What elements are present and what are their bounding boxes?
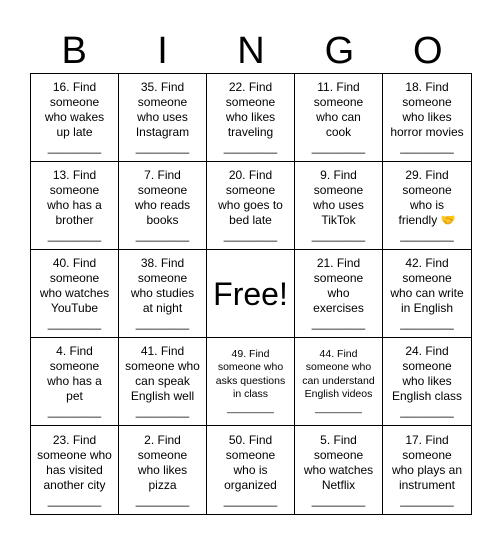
header-letter-n: N — [237, 30, 265, 72]
bingo-cell[interactable] — [383, 426, 471, 514]
cell-text: 49. Find someone who asks questions in class ________ — [215, 347, 286, 414]
bingo-cell[interactable] — [295, 338, 383, 426]
cell-text: 5. Find someone who watches Netflix ________ — [303, 432, 374, 507]
bingo-cell[interactable] — [295, 74, 383, 162]
bingo-cell[interactable] — [295, 162, 383, 250]
bingo-cell[interactable] — [31, 250, 119, 338]
bingo-cell[interactable] — [383, 250, 471, 338]
bingo-cell[interactable] — [31, 74, 119, 162]
bingo-cell[interactable] — [31, 426, 119, 514]
cell-text: 41. Find someone who can speak English well ________ — [125, 344, 200, 418]
cell-text: 22. Find someone who likes traveling ________ — [223, 80, 278, 154]
cell-text: 24. Find someone who likes English class ________ — [391, 344, 463, 418]
cell-text: 11. Find someone who can cook ________ — [311, 80, 366, 154]
bingo-board — [30, 73, 472, 515]
bingo-cell[interactable] — [295, 250, 383, 338]
cell-text: 7. Find someone who reads books ________ — [134, 168, 191, 242]
free-space-label: Free! — [213, 275, 288, 312]
bingo-cell[interactable] — [383, 162, 471, 250]
header-letter-i: I — [157, 30, 168, 72]
bingo-cell[interactable] — [31, 338, 119, 426]
cell-text: 38. Find someone who studies at night ________ — [130, 256, 195, 330]
header-letter-b: B — [61, 30, 87, 72]
bingo-cell[interactable] — [119, 250, 207, 338]
cell-text: 20. Find someone who goes to bed late ________ — [218, 168, 283, 242]
cell-text: 44. Find someone who can understand English videos ________ — [302, 347, 375, 414]
bingo-cell[interactable] — [119, 426, 207, 514]
cell-text: 29. Find someone who is friendly 🤝 ________ — [398, 168, 456, 242]
header-letter-o: O — [412, 30, 443, 72]
free-space-cell[interactable] — [207, 250, 295, 338]
bingo-cell[interactable] — [119, 162, 207, 250]
bingo-cell[interactable] — [207, 162, 295, 250]
cell-text: 50. Find someone who is organized ________ — [223, 432, 278, 507]
bingo-cell[interactable] — [31, 162, 119, 250]
bingo-cell[interactable] — [119, 338, 207, 426]
cell-text: 40. Find someone who watches YouTube ________ — [39, 256, 110, 330]
bingo-cell[interactable] — [119, 74, 207, 162]
cell-text: 23. Find someone who has visited another city ________ — [37, 432, 112, 507]
cell-text: 16. Find someone who wakes up late ________ — [44, 80, 105, 154]
bingo-cell[interactable] — [207, 338, 295, 426]
cell-text: 35. Find someone who uses Instagram ________ — [135, 80, 190, 154]
cell-text: 17. Find someone who plays an instrument ________ — [391, 432, 463, 507]
bingo-cell[interactable] — [207, 74, 295, 162]
cell-text: 13. Find someone who has a brother ________ — [47, 168, 102, 242]
bingo-cell[interactable] — [383, 338, 471, 426]
cell-text: 2. Find someone who likes pizza ________ — [135, 432, 190, 507]
bingo-header — [30, 28, 472, 74]
cell-text: 18. Find someone who likes horror movies ________ — [390, 80, 464, 154]
cell-text: 9. Find someone who uses TikTok ________ — [311, 168, 366, 242]
bingo-cell[interactable] — [383, 74, 471, 162]
bingo-cell[interactable] — [207, 426, 295, 514]
cell-text: 21. Find someone who exercises ________ — [311, 256, 366, 330]
cell-text: 4. Find someone who has a pet ________ — [47, 344, 102, 418]
cell-text: 42. Find someone who can write in English ________ — [390, 256, 464, 330]
bingo-cell[interactable] — [295, 426, 383, 514]
header-letter-g: G — [324, 30, 355, 72]
